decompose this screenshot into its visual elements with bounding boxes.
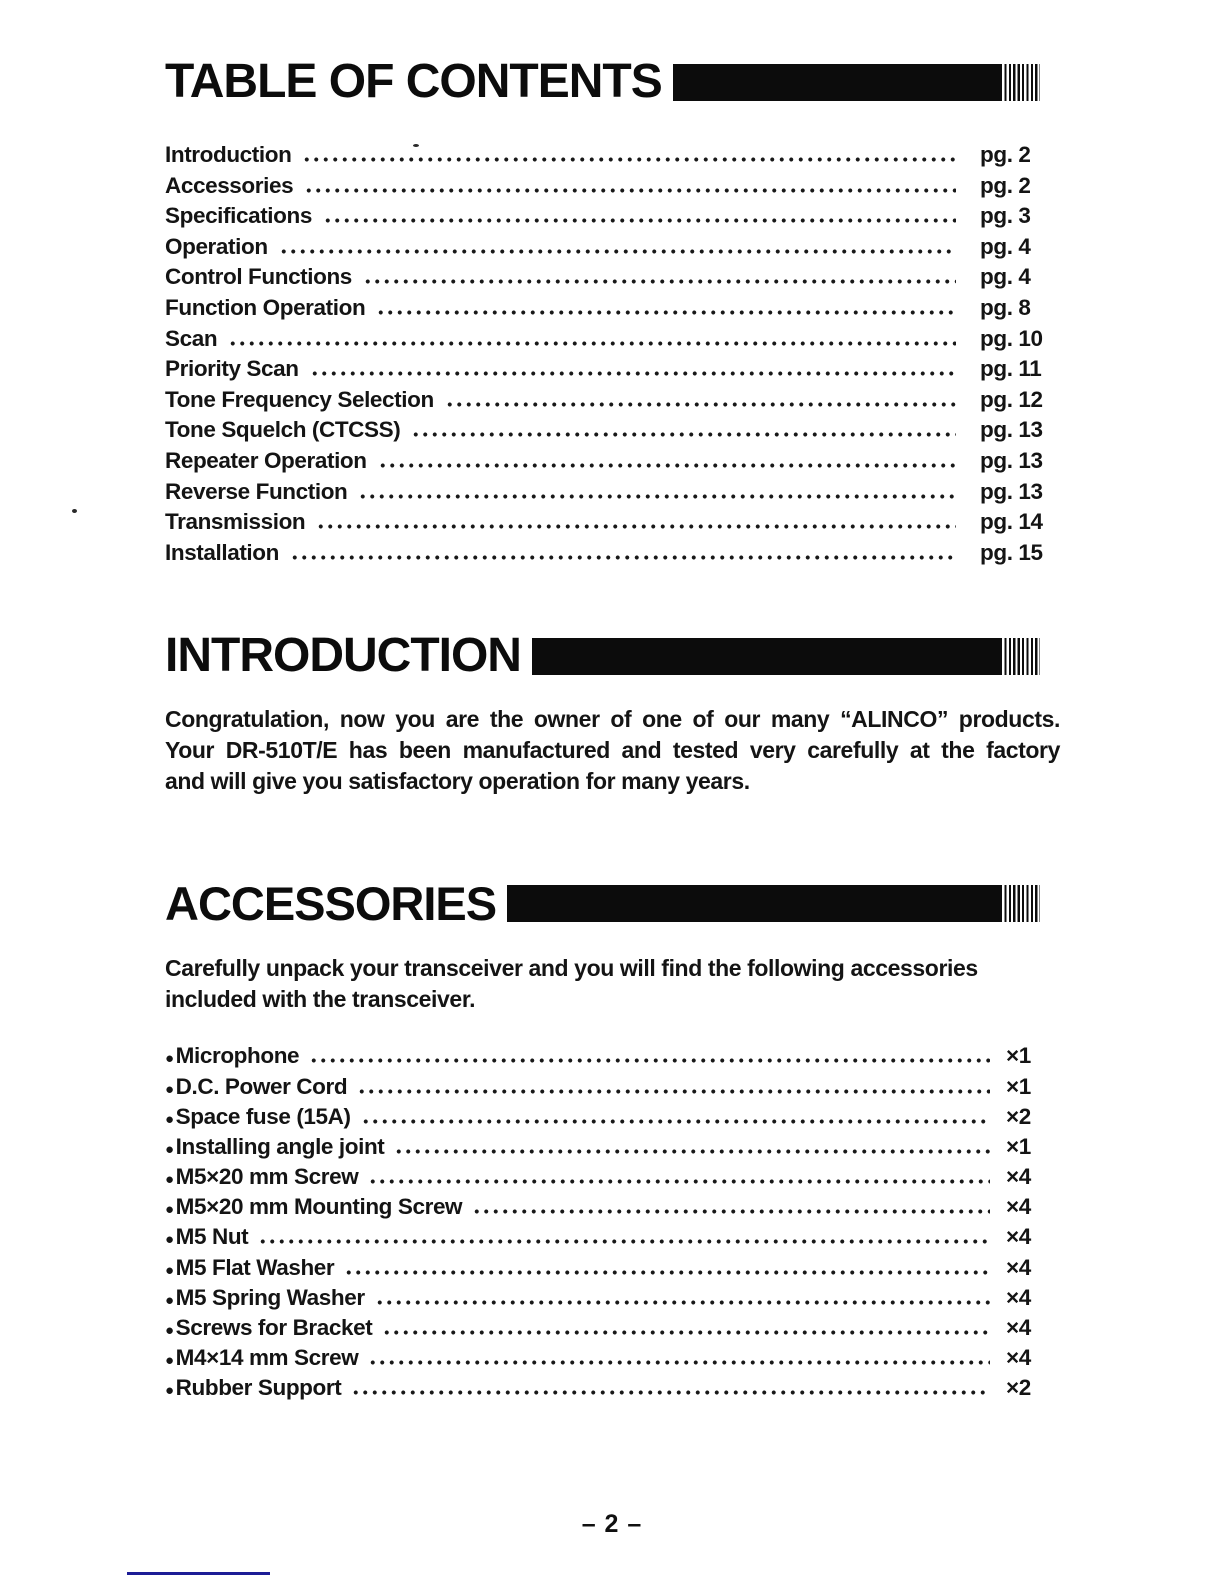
accessory-item [165, 1375, 1040, 1405]
toc-entry [165, 142, 1040, 173]
toc-entry-page: pg. 10 [980, 325, 1043, 351]
dot-leader [344, 1270, 990, 1275]
dot-leader [368, 1360, 990, 1365]
accessories-title-bar [507, 885, 1000, 922]
bullet-icon: ● [165, 1322, 174, 1339]
bullet-icon: ● [165, 1080, 174, 1098]
accessory-item [165, 1285, 1040, 1315]
accessory-qty: ×4 [1006, 1254, 1031, 1280]
dot-leader [357, 1089, 990, 1094]
bullet-icon: ● [165, 1382, 174, 1400]
toc-entry-page: pg. 11 [980, 356, 1042, 382]
accessory-qty: ×1 [1006, 1133, 1031, 1159]
toc-entry-label: Tone Frequency Selection [165, 386, 434, 412]
toc-entry-label: Repeater Operation [165, 447, 367, 473]
toc-heading [165, 55, 1040, 108]
toc-entry-page: pg. 13 [980, 417, 1043, 443]
toc-entry-page: pg. 2 [980, 172, 1031, 198]
toc-entry [165, 447, 1043, 479]
accessory-qty: ×2 [1006, 1103, 1031, 1129]
paragraph-line: Your DR-510T/E has been manufactured and tested very carefully at the factory [165, 737, 1060, 764]
paragraph-line: Congratulation, now you are the owner of one of our many “ALINCO” products. [165, 706, 1060, 733]
toc-entry [165, 203, 1040, 234]
paragraph-line: and will give you satisfactory operation for many years. [165, 768, 750, 795]
bullet-icon: ● [165, 1201, 174, 1219]
toc-entry-label: Reverse Function [165, 478, 348, 504]
accessory-qty: ×4 [1006, 1164, 1031, 1190]
dot-leader [361, 1119, 990, 1124]
bullet-icon: ● [165, 1140, 174, 1158]
toc-entry-label: Operation [165, 233, 268, 259]
dot-leader [310, 371, 956, 376]
paragraph-line: included with the transceiver. [165, 986, 476, 1013]
dot-leader [378, 463, 956, 468]
dot-leader [316, 524, 956, 529]
toc-entry-label: Accessories [165, 172, 294, 198]
accessory-label: Installing angle joint [175, 1133, 385, 1159]
dot-leader [351, 1390, 990, 1395]
accessory-item [165, 1315, 1040, 1345]
toc-entry [165, 478, 1043, 510]
bullet-icon: ● [165, 1291, 174, 1309]
toc-entry-page: pg. 13 [980, 447, 1043, 473]
dot-leader [279, 249, 956, 254]
accessory-qty: ×2 [1006, 1375, 1031, 1401]
toc-entry [165, 234, 1040, 265]
accessory-label: Microphone [175, 1043, 300, 1069]
accessory-qty: ×4 [1006, 1194, 1031, 1220]
toc-title-bar [673, 64, 1000, 101]
toc-entry [165, 173, 1040, 204]
accessory-qty: ×1 [1006, 1073, 1031, 1099]
dot-leader [258, 1239, 990, 1244]
accessory-qty: ×4 [1006, 1224, 1031, 1250]
toc-entry [165, 356, 1040, 387]
toc-title: TABLE OF CONTENTS [165, 55, 662, 108]
toc-title-bar-stripes-icon [1000, 64, 1040, 101]
dot-leader [304, 188, 956, 193]
dot-leader [358, 494, 956, 499]
dot-leader [228, 341, 956, 346]
accessories-paragraph [165, 953, 985, 1015]
introduction-title-bar [532, 638, 1000, 675]
accessory-item [165, 1104, 1040, 1134]
scan-artifact-blue-line [127, 1572, 270, 1575]
accessory-item [165, 1043, 1040, 1073]
toc-entry [165, 264, 1040, 295]
dot-leader [445, 402, 956, 407]
introduction-title: INTRODUCTION [165, 629, 521, 683]
bullet-icon: ● [165, 1261, 174, 1279]
bullet-icon: ● [165, 1231, 174, 1249]
toc-entry [165, 509, 1043, 540]
accessories-title-bar-stripes-icon [1000, 885, 1040, 922]
toc-entry-label: Introduction [165, 142, 292, 167]
accessory-label: M5 Flat Washer [175, 1254, 335, 1280]
dot-leader [382, 1330, 990, 1335]
accessory-item [165, 1345, 1040, 1375]
toc-entry [165, 295, 1040, 326]
accessory-item [165, 1134, 1040, 1164]
toc-entry-page: pg. 3 [980, 203, 1031, 229]
page-content [165, 0, 1060, 1406]
toc-entry-label: Installation [165, 539, 279, 565]
toc-entry-label: Tone Squelch (CTCSS) [165, 417, 401, 443]
accessories-title: ACCESSORIES [165, 876, 497, 930]
toc-entry [165, 417, 1043, 448]
bullet-icon: ● [165, 1352, 174, 1370]
dot-leader [368, 1179, 990, 1184]
toc-entry [165, 325, 1043, 357]
accessory-qty: ×4 [1006, 1345, 1031, 1371]
accessory-label: M5 Spring Washer [175, 1284, 365, 1310]
toc-entry-label: Priority Scan [165, 356, 299, 382]
dot-leader [290, 555, 956, 560]
dot-leader [323, 218, 956, 223]
dot-leader [411, 432, 956, 437]
introduction-heading [165, 629, 1040, 683]
accessory-item [165, 1074, 1040, 1104]
accessory-label: M5×20 mm Mounting Screw [175, 1194, 463, 1220]
toc-entry [165, 386, 1043, 418]
toc-list [165, 142, 1043, 570]
scan-artifact-speck [72, 509, 77, 513]
accessory-label: Rubber Support [175, 1375, 342, 1401]
toc-entry-label: Transmission [165, 509, 306, 535]
dot-leader [375, 1300, 990, 1305]
accessories-list [165, 1043, 1040, 1405]
paragraph-line: Carefully unpack your transceiver and you will find the following accessories [165, 955, 978, 982]
toc-entry-label: Specifications [165, 203, 312, 229]
accessory-label: M5×20 mm Screw [175, 1164, 359, 1190]
bullet-icon: ● [165, 1110, 174, 1128]
toc-entry-label: Function Operation [165, 294, 366, 320]
dot-leader [309, 1058, 990, 1063]
scan-artifact-speck [413, 144, 419, 147]
accessory-label: Space fuse (15A) [175, 1103, 351, 1129]
toc-entry-page: pg. 14 [980, 509, 1043, 535]
accessory-qty: ×4 [1006, 1315, 1031, 1340]
dot-leader [376, 310, 956, 315]
accessory-item [165, 1194, 1040, 1224]
bullet-icon: ● [165, 1050, 174, 1068]
dot-leader [302, 157, 956, 162]
dot-leader [363, 279, 956, 284]
toc-entry-page: pg. 4 [980, 264, 1031, 290]
accessory-item [165, 1224, 1040, 1254]
dot-leader [472, 1209, 990, 1214]
toc-entry-page: pg. 4 [980, 233, 1031, 259]
accessories-heading [165, 876, 1040, 930]
page-number: – 2 – [581, 1510, 643, 1538]
toc-entry-page: pg. 15 [980, 539, 1043, 565]
toc-entry-label: Control Functions [165, 264, 352, 290]
toc-entry-page: pg. 13 [980, 478, 1043, 504]
introduction-paragraph [165, 704, 1060, 797]
accessory-qty: ×1 [1006, 1043, 1031, 1069]
accessory-label: Screws for Bracket [175, 1315, 373, 1340]
toc-entry [165, 539, 1043, 571]
accessory-item [165, 1255, 1040, 1285]
accessory-label: D.C. Power Cord [175, 1073, 348, 1099]
toc-entry-page: pg. 8 [980, 294, 1031, 320]
toc-entry-page: pg. 12 [980, 386, 1043, 412]
toc-entry-label: Scan [165, 325, 218, 351]
dot-leader [394, 1149, 990, 1154]
bullet-icon: ● [165, 1171, 174, 1189]
accessory-label: M5 Nut [175, 1224, 249, 1250]
toc-entry-page: pg. 2 [980, 142, 1031, 167]
accessory-label: M4×14 mm Screw [175, 1345, 359, 1371]
introduction-title-bar-stripes-icon [1000, 638, 1040, 675]
accessory-qty: ×4 [1006, 1284, 1031, 1310]
accessory-item [165, 1164, 1040, 1194]
